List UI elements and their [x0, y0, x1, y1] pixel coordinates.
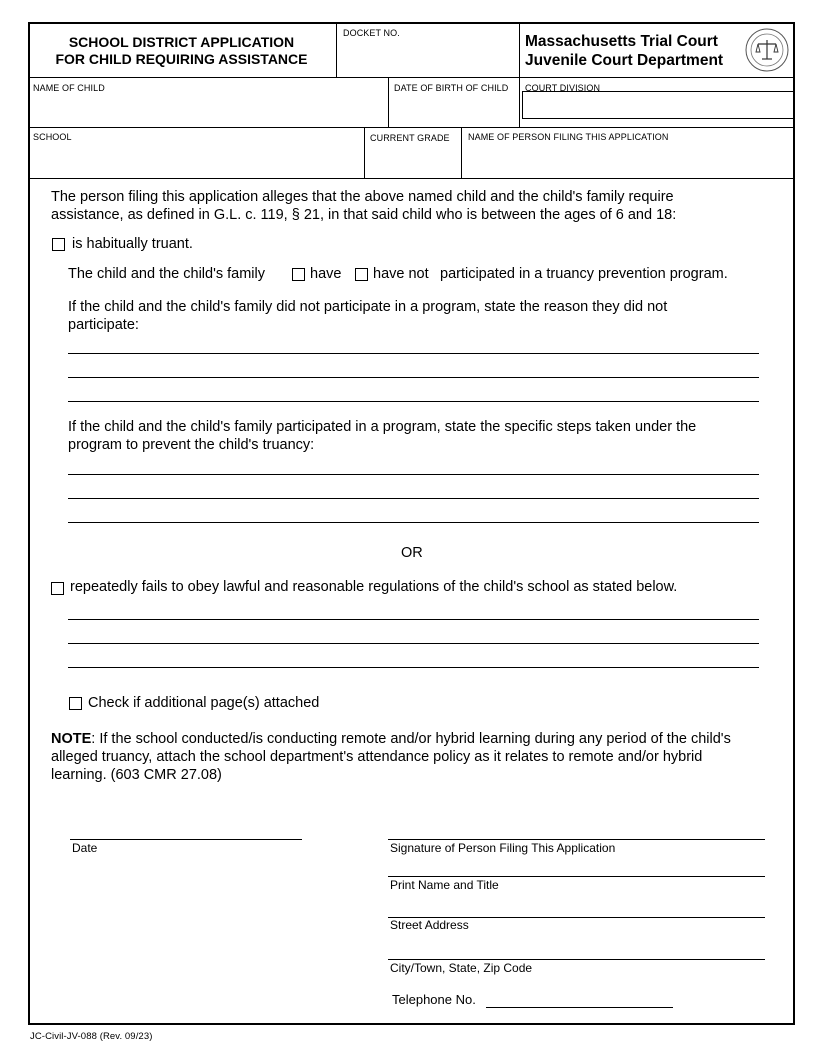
- court-name: [525, 32, 723, 70]
- regulations-line-2[interactable]: [68, 643, 759, 644]
- truant-checkbox[interactable]: [52, 238, 65, 251]
- form-frame: [28, 22, 795, 1025]
- signature-line[interactable]: [388, 839, 765, 840]
- court-division-label: COURT DIVISION: [525, 83, 601, 93]
- reason-line-1[interactable]: [68, 353, 759, 354]
- have-label: have: [310, 266, 342, 282]
- truant-label: is habitually truant.: [72, 236, 193, 252]
- form-title: [30, 34, 333, 68]
- form-title-line2: FOR CHILD REQUIRING ASSISTANCE: [55, 51, 308, 67]
- steps-line-3[interactable]: [68, 522, 759, 523]
- date-line[interactable]: [70, 839, 302, 840]
- intro-line2: assistance, as defined in G.L. c. 119, § 21, in that said child who is between the ages of 6 and 18:: [51, 207, 677, 223]
- intro-line1: The person filing this application alleges that the above named child and the child's family require: [51, 189, 674, 205]
- not-participate-prompt: [68, 298, 667, 334]
- family-suffix: participated in a truancy prevention program.: [440, 266, 728, 282]
- have-checkbox[interactable]: [292, 268, 305, 281]
- person-filing-label: NAME OF PERSON FILING THIS APPLICATION: [468, 132, 669, 142]
- print-name-line[interactable]: [388, 876, 765, 877]
- note-paragraph: [51, 730, 781, 784]
- additional-pages-checkbox[interactable]: [69, 697, 82, 710]
- telephone-line[interactable]: [486, 1007, 673, 1008]
- regulations-line-3[interactable]: [68, 667, 759, 668]
- form-title-line1: SCHOOL DISTRICT APPLICATION: [68, 34, 295, 50]
- city-line[interactable]: [388, 959, 765, 960]
- note-line1: : If the school conducted/is conducting remote and/or hybrid learning during any period of the child's: [91, 731, 731, 747]
- row1-bottom-line: [28, 127, 795, 128]
- date-label: Date: [72, 841, 98, 855]
- note-line3: learning. (603 CMR 27.08): [51, 767, 222, 783]
- docket-label: DOCKET NO.: [343, 28, 400, 38]
- date-of-birth-label: DATE OF BIRTH OF CHILD: [394, 83, 509, 93]
- family-prefix: The child and the child's family: [68, 266, 266, 282]
- steps-line-2[interactable]: [68, 498, 759, 499]
- court-line1: Massachusetts Trial Court: [525, 33, 718, 50]
- participated-line2: program to prevent the child's truancy:: [68, 437, 315, 453]
- row2-bottom-line: [28, 178, 795, 179]
- not-participate-line1: If the child and the child's family did not participate in a program, state the reason they did not: [68, 299, 668, 315]
- steps-line-1[interactable]: [68, 474, 759, 475]
- reason-line-3[interactable]: [68, 401, 759, 402]
- print-name-label: Print Name and Title: [390, 878, 499, 892]
- note-line2: alleged truancy, attach the school department's attendance policy as it relates to remote and/or hybrid: [51, 749, 703, 765]
- form-id: JC-Civil-JV-088 (Rev. 09/23): [30, 1031, 153, 1042]
- row1-divider-2: [519, 77, 520, 127]
- reason-line-2[interactable]: [68, 377, 759, 378]
- row2-divider-1: [364, 127, 365, 178]
- name-of-child-label: NAME OF CHILD: [33, 83, 105, 93]
- note-bold-label: NOTE: [51, 731, 92, 747]
- city-label: City/Town, State, Zip Code: [390, 961, 533, 975]
- header-divider-2: [519, 22, 520, 77]
- street-label: Street Address: [390, 918, 469, 932]
- school-label: SCHOOL: [33, 132, 72, 142]
- header-bottom-line: [28, 77, 795, 78]
- regulations-checkbox[interactable]: [51, 582, 64, 595]
- signature-label: Signature of Person Filing This Application: [390, 841, 616, 855]
- participated-prompt: [68, 418, 696, 454]
- additional-pages-label: Check if additional page(s) attached: [88, 695, 320, 711]
- or-divider-text: OR: [401, 545, 423, 561]
- regulations-line-1[interactable]: [68, 619, 759, 620]
- court-seal-icon: [745, 28, 789, 72]
- telephone-label: Telephone No.: [392, 992, 476, 1007]
- have-not-label: have not: [373, 266, 429, 282]
- court-division-box[interactable]: [522, 91, 795, 119]
- header-divider-1: [336, 22, 337, 77]
- not-participate-line2: participate:: [68, 317, 139, 333]
- have-not-checkbox[interactable]: [355, 268, 368, 281]
- regulations-label: repeatedly fails to obey lawful and reasonable regulations of the child's school as stated below.: [70, 579, 678, 595]
- intro-paragraph: [51, 188, 676, 224]
- row1-divider-1: [388, 77, 389, 127]
- participated-line1: If the child and the child's family participated in a program, state the specific steps taken under the: [68, 419, 697, 435]
- row2-divider-2: [461, 127, 462, 178]
- current-grade-label: CURRENT GRADE: [370, 133, 450, 143]
- court-line2: Juvenile Court Department: [525, 52, 724, 69]
